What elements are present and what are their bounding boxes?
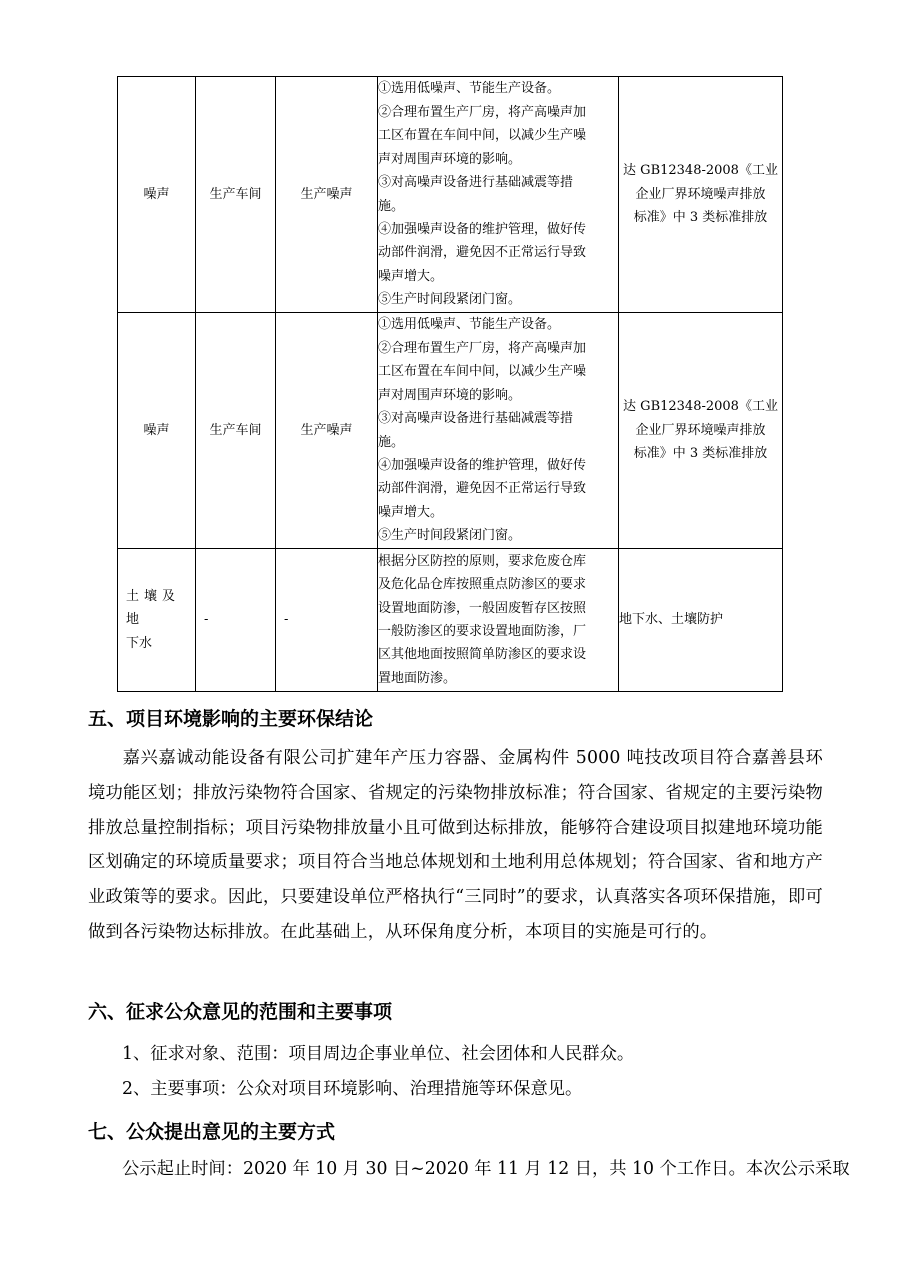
- measure-line: ①选用低噪声、节能生产设备。: [378, 81, 561, 97]
- measure-line: ①选用低噪声、节能生产设备。: [378, 317, 561, 333]
- table-row: [118, 313, 783, 549]
- measure-line: ④加强噪声设备的维护管理，做好传: [378, 457, 587, 473]
- measure-line: 一般防渗区的要求设置地面防渗，厂: [378, 624, 587, 639]
- section-6-item-2: 2、主要事项：公众对项目环境影响、治理措施等环保意见。: [122, 1079, 583, 1099]
- section-7-body: 公示起止时间：2020 年 10 月 30 日~2020 年 11 月 12 日，共 10 个工作日。本次公示采取: [122, 1159, 850, 1179]
- effect-cell: [619, 77, 783, 313]
- source-cell: 生产车间: [196, 77, 276, 313]
- measure-line: 声对周围声环境的影响。: [378, 151, 522, 167]
- measure-line: 动部件润滑，避免因不正常运行导致: [378, 481, 587, 497]
- measures-cell: [378, 77, 619, 313]
- effect-line: 达 GB12348-2008《工业: [623, 163, 778, 179]
- measure-line: ④加强噪声设备的维护管理，做好传: [378, 221, 587, 237]
- table-row: [118, 77, 783, 313]
- factor-cell: 噪声: [118, 313, 196, 549]
- measure-line: 工区布置在车间中间，以减少生产噪: [378, 364, 587, 380]
- measure-line: 噪声增大。: [378, 504, 444, 520]
- section-6-item-1: 1、征求对象、范围：项目周边企事业单位、社会团体和人民群众。: [122, 1044, 635, 1064]
- factor-line: 下水: [126, 635, 153, 651]
- measure-line: ②合理布置生产厂房，将产高噪声加: [378, 104, 587, 120]
- factor-cell: [118, 549, 196, 692]
- measure-line: 声对周围声环境的影响。: [378, 387, 522, 403]
- factor-line: 土壤及地: [126, 588, 181, 628]
- source-cell: -: [196, 549, 276, 692]
- measures-cell: [378, 549, 619, 692]
- measures-cell: [378, 313, 619, 549]
- pollutant-cell: 生产噪声: [276, 77, 378, 313]
- section-7-heading: 七、公众提出意见的主要方式: [88, 1121, 336, 1143]
- measure-line: ③对高噪声设备进行基础减震等措: [378, 411, 574, 427]
- effect-line: 企业厂界环境噪声排放: [635, 186, 766, 202]
- measure-line: 设置地面防渗，一般固废暂存区按照: [378, 600, 587, 616]
- source-cell: 生产车间: [196, 313, 276, 549]
- measure-line: 动部件润滑，避免因不正常运行导致: [378, 245, 587, 261]
- section-6-heading: 六、征求公众意见的范围和主要事项: [88, 1001, 393, 1023]
- section-5-heading: 五、项目环境影响的主要环保结论: [88, 708, 374, 730]
- section-5-body: 嘉兴嘉诚动能设备有限公司扩建年产压力容器、金属构件 5000 吨技改项目符合嘉善县环境功能区划；排放污染物符合国家、省规定的污染物排放标准；符合国家、省规定的主要污染物排放总量控制指标；项目污染物排放量小且可做到达标排放，能够符合建设项目拟建地环境功能区划确定的环境质量要求；项目符合当地总体规划和土地利用总体规划；符合国家、省和地方产业政策等的要求。因此，只要建设单位严格执行“三同时”的要求，认真落实各项环保措施，即可做到各污染物达标排放。在此基础上，从环保角度分析，本项目的实施是可行的。: [88, 748, 823, 942]
- measure-line: 噪声增大。: [378, 268, 444, 284]
- measure-line: 根据分区防控的原则，要求危废仓库: [378, 553, 587, 569]
- factor-cell: 噪声: [118, 77, 196, 313]
- effect-cell: 地下水、土壤防护: [619, 549, 783, 692]
- measure-line: ⑤生产时间段紧闭门窗。: [378, 528, 522, 544]
- measure-line: 工区布置在车间中间，以减少生产噪: [378, 128, 587, 144]
- effect-cell: [619, 313, 783, 549]
- effect-line: 标准》中 3 类标准排放: [633, 210, 768, 226]
- measure-line: ②合理布置生产厂房，将产高噪声加: [378, 340, 587, 356]
- measure-line: 施。: [378, 198, 405, 214]
- measure-line: 施。: [378, 434, 405, 450]
- effect-line: 标准》中 3 类标准排放: [633, 446, 768, 462]
- measure-line: 及危化品仓库按照重点防渗区的要求: [378, 577, 587, 593]
- table-row: [118, 549, 783, 692]
- measure-line: 区其他地面按照简单防渗区的要求设: [378, 647, 587, 663]
- pollutant-cell: 生产噪声: [276, 313, 378, 549]
- pollution-control-table: [117, 76, 783, 692]
- measure-line: ③对高噪声设备进行基础减震等措: [378, 175, 574, 191]
- measure-line: 置地面防渗。: [378, 670, 457, 686]
- measure-line: ⑤生产时间段紧闭门窗。: [378, 292, 522, 308]
- effect-line: 达 GB12348-2008《工业: [623, 399, 778, 415]
- pollutant-cell: -: [276, 549, 378, 692]
- effect-line: 企业厂界环境噪声排放: [635, 422, 766, 438]
